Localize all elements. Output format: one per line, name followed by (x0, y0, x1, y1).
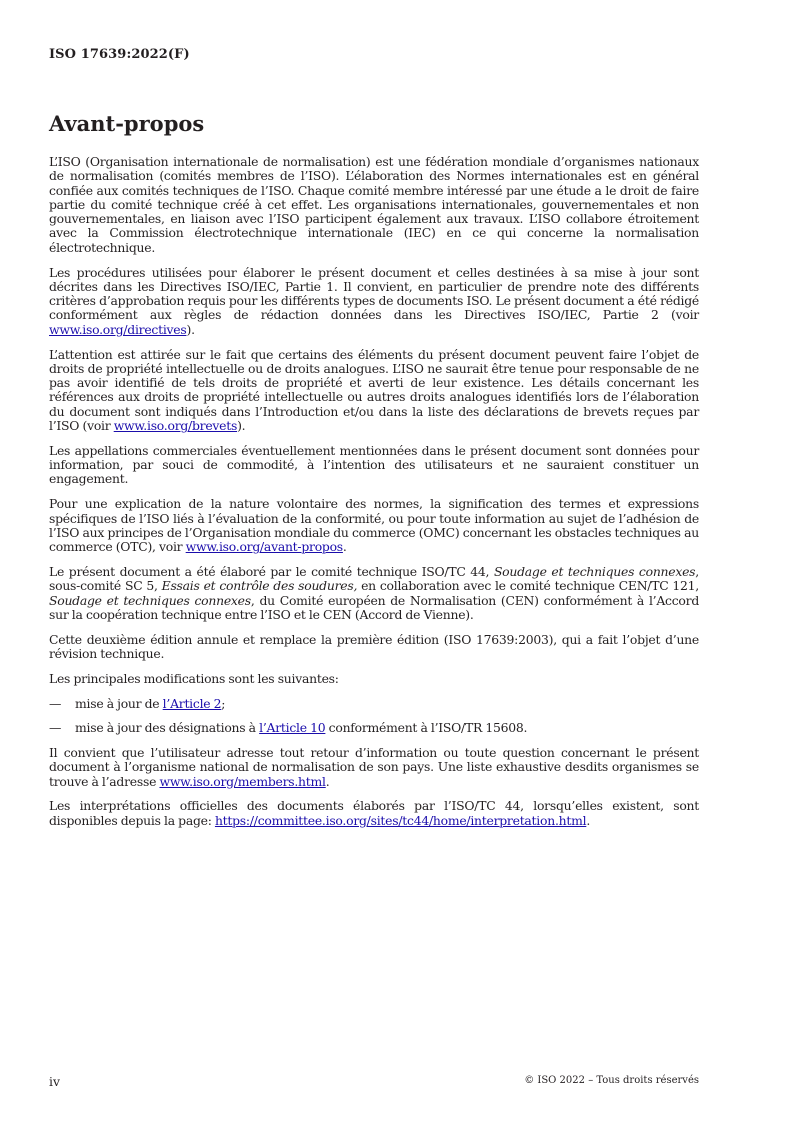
paragraph-text: Il convient que l’utilisateur adresse tout retour d’information ou toute question concernant le présent document à l’organisme national de normalisation de son pays. Une liste exhaustive desdits organismes se trouve à l’adresse (49, 745, 699, 789)
list-item-text (75, 697, 225, 711)
paragraph-text: Le présent document a été élaboré par le comité technique ISO/TC 44, (49, 563, 494, 579)
paragraph-iso-intro: L’ISO (Organisation internationale de normalisation) est une fédération mondiale d’organismes nationaux de normalisation (comités membres de l’ISO). L’élaboration des Normes internationales est en général confiée aux comités techniques de l’ISO. Chaque comité membre intéressé par une étude a le droit de faire partie du comité technique créé à cet effet. Les organisations internationales, gouvernementales et non gouvernementales, en liaison avec l’ISO participent également aux travaux. L’ISO collabore étroitement avec la Commission électrotechnique internationale (IEC) en ce qui concerne la normalisation électrotechnique. (49, 154, 699, 255)
link-directives[interactable]: www.iso.org/directives (49, 321, 187, 337)
paragraph-text: Pour une explication de la nature volontaire des normes, la signification des termes et expressions spécifiques de l’ISO liés à l’évaluation de la conformité, ou pour toute information au sujet de l’adhésion de l’ISO aux principes de l’Organisation mondiale du commerce (OMC) concernant les obstacles techniques au commerce (OTC), voir (49, 496, 699, 555)
paragraph-edition: Cette deuxième édition annule et remplace la première édition (ISO 17639:2003), qui a fait l’objet d’une révision technique. (49, 631, 699, 661)
paragraph-feedback (49, 746, 699, 789)
paragraph-text-end: . (325, 773, 330, 789)
list-item-text (75, 721, 527, 735)
list-item-suffix: ; (221, 695, 226, 711)
dash-bullet: — (49, 695, 62, 711)
list-item-prefix: mise à jour des désignations à (75, 720, 260, 736)
paragraph-interpretations (49, 799, 699, 828)
page-title: Avant-propos (49, 111, 205, 136)
paragraph-text: , du Comité européen de Normalisation (CEN) conformément à l’Accord sur la coopération technique entre l’ISO et le CEN (Accord de Vienne). (49, 592, 699, 622)
committee-title: Soudage et techniques connexes (493, 563, 696, 579)
link-members[interactable]: www.iso.org/members.html (159, 773, 326, 789)
paragraph-text: Les procédures utilisées pour élaborer le présent document et celles destinées à sa mise à jour sont décrites dans les Directives ISO/IEC, Partie 1. Il convient, en particulier de prendre note des différents critères d’approbation requis pour les différents types de documents ISO. Le présent document a été rédigé conformément aux règles de rédaction données dans les Directives ISO/IEC, Partie 2 (voir (49, 264, 699, 323)
paragraph-trade-names: Les appellations commerciales éventuellement mentionnées dans le présent document sont données pour information, par souci de commodité, à l’intention des utilisateurs et ne sauraient constituer un engagement. (49, 442, 699, 487)
cen-committee-title: Soudage et techniques connexes (49, 592, 251, 608)
paragraph-text: L’attention est attirée sur le fait que certains des éléments du présent document peuvent faire l’objet de droits de propriété intellectuelle ou de droits analogues. L’ISO ne saurait être tenue pour responsable de ne pas avoir identifié de tels droits de propriété et averti de leur existence. Les détails concernant les références aux droits de propriété intellectuelle ou autres droits analogues identifiés lors de l’élaboration du document sont indiqués dans l’Introduction et/ou dans la liste des déclarations de brevets reçues par l’ISO (voir (49, 346, 699, 434)
paragraph-text-end: ). (237, 418, 246, 434)
paragraph-voluntary-nature (49, 497, 699, 554)
paragraph-procedures (49, 266, 699, 337)
link-brevets[interactable]: www.iso.org/brevets (113, 418, 238, 434)
paragraph-changes-intro: Les principales modifications sont les suivantes: (49, 670, 339, 686)
link-article-2[interactable]: l’Article 2 (162, 695, 222, 711)
paragraph-text-end: . (586, 812, 591, 828)
paragraph-committee (49, 565, 699, 622)
page-number: iv (49, 1074, 60, 1089)
document-id: ISO 17639:2022(F) (49, 47, 190, 62)
copyright-notice: © ISO 2022 – Tous droits réservés (524, 1075, 699, 1086)
list-item-suffix: conformément à l’ISO/TR 15608. (325, 720, 528, 736)
link-interpretation[interactable]: https://committee.iso.org/sites/tc44/home/interpretation.html (214, 812, 587, 828)
link-avant-propos[interactable]: www.iso.org/avant-propos (185, 539, 343, 555)
paragraph-text-end: . (342, 539, 347, 555)
list-item (49, 697, 699, 711)
paragraph-text: Les interprétations officielles des documents élaborés par l’ISO/TC 44, lorsqu’elles existent, sont disponibles depuis la page: (49, 798, 699, 828)
paragraph-text: en collaboration avec le comité technique CEN/TC 121, (357, 578, 699, 594)
paragraph-text-end: ). (186, 321, 195, 337)
link-article-10[interactable]: l’Article 10 (259, 720, 326, 736)
paragraph-text: , sous-comité SC 5, (49, 563, 699, 594)
list-item (49, 721, 699, 735)
document-body (49, 155, 699, 828)
list-item-prefix: mise à jour de (75, 695, 163, 711)
paragraph-patents (49, 348, 699, 434)
dash-bullet: — (49, 720, 62, 736)
subcommittee-title: Essais et contrôle des soudures, (161, 578, 358, 594)
